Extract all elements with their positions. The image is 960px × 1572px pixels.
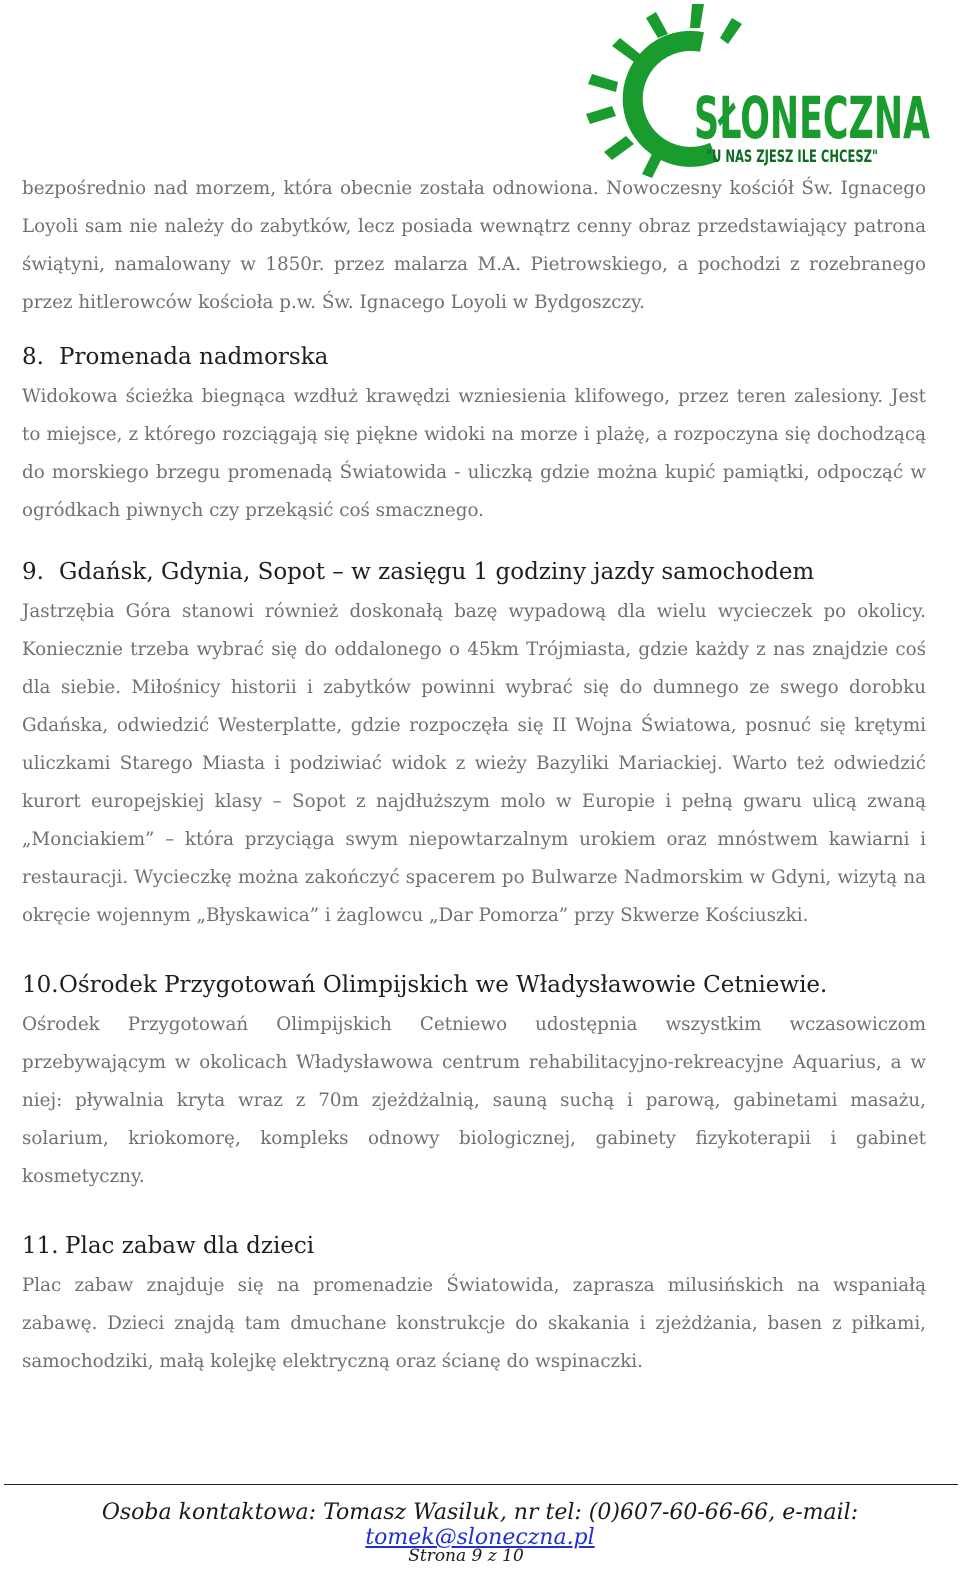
- section-9-title: Gdańsk, Gdynia, Sopot – w zasięgu 1 godziny jazdy samochodem: [59, 559, 815, 585]
- sun-logo-icon: [582, 2, 934, 180]
- footer-contact-text: Osoba kontaktowa: Tomasz Wasiluk, nr tel: (0)607-60-66-66, e-mail:: [101, 1500, 859, 1525]
- section-8-number: 8.: [22, 344, 44, 370]
- section-8-heading: [22, 340, 926, 374]
- footer-contact: [0, 1500, 960, 1550]
- section-11-text: Plac zabaw znajduje się na promenadzie Światowida, zaprasza milusińskich na wspaniałą zabawę. Dzieci znajdą tam dmuchane konstrukcje do skakania i zjeżdżania, basen z piłkami, samochodziki, małą kolejkę elektryczną oraz ścianę do wspinaczki.: [22, 1275, 926, 1372]
- intro-paragraph: bezpośrednio nad morzem, która obecnie została odnowiona. Nowoczesny kościół Św. Ignacego Loyoli sam nie należy do zabytków, lecz posiada wewnątrz cenny obraz przedstawiający patrona świątyni, namalowany w 1850r. przez malarza M.A. Pietrowskiego, a pochodzi z rozebranego przez hitlerowców kościoła p.w. Św. Ignacego Loyoli w Bydgoszczy.: [22, 178, 926, 313]
- footer-divider: [4, 1484, 958, 1485]
- section-10-text: Ośrodek Przygotowań Olimpijskich Cetniewo udostępnia wszystkim wczasowiczom przebywającym w okolicach Władysławowa centrum rehabilitacyjno-rekreacyjne Aquarius, a w niej: pływalnia kryta wraz z 70m zjeżdżalnią, sauną suchą i parową, gabinetami masażu, solarium, kriokomorę, kompleks odnowy biologicznej, gabinety fizykoterapii i gabinet kosmetyczny.: [22, 1014, 926, 1187]
- section-8-title: Promenada nadmorska: [59, 344, 329, 370]
- section-10-number: 10.: [22, 972, 59, 998]
- section-9-heading: [22, 555, 926, 589]
- section-10-title: Ośrodek Przygotowań Olimpijskich we Władysławowie Cetniewie.: [59, 972, 828, 998]
- section-11-heading: [22, 1229, 926, 1263]
- section-11-number: 11.: [22, 1233, 59, 1259]
- logo-wordmark: SŁONECZNA: [694, 84, 931, 152]
- logo-tagline: "U NAS ZJESZ ILE CHCESZ": [706, 147, 878, 167]
- footer-email-link[interactable]: tomek@sloneczna.pl: [365, 1525, 595, 1550]
- section-9-number: 9.: [22, 559, 44, 585]
- section-10-heading: [22, 968, 926, 1002]
- page-number: Strona 9 z 10: [408, 1546, 524, 1566]
- company-logo: [582, 2, 934, 180]
- section-8-text: Widokowa ścieżka biegnąca wzdłuż krawędzi wzniesienia klifowego, przez teren zalesiony. Jest to miejsce, z którego rozciągają się piękne widoki na morze i plażę, a rozpoczyna się dochodzącą do morskiego brzegu promenadą Światowida - uliczką gdzie można kupić pamiątki, odpocząć w ogródkach piwnych czy przekąsić coś smacznego.: [22, 386, 926, 521]
- section-11-title: Plac zabaw dla dzieci: [65, 1233, 315, 1259]
- section-9-text: Jastrzębia Góra stanowi również doskonałą bazę wypadową dla wielu wycieczek po okolicy. Koniecznie trzeba wybrać się do oddalonego o 45km Trójmiasta, gdzie każdy z nas znajdzie coś dla siebie. Miłośnicy historii i zabytków powinni wybrać się do dumnego ze swego dorobku Gdańska, odwiedzić Westerplatte, gdzie rozpoczęła się II Wojna Światowa, posnuć się krętymi uliczkami Starego Miasta i podziwiać widok z wieży Bazyliki Mariackiej. Warto też odwiedzić kurort europejskiej klasy – Sopot z najdłuższym molo w Europie i pełną gwaru ulicą zwaną „Monciakiem” – która przyciąga swym niepowtarzalnym urokiem oraz mnóstwem kawiarni i restauracji. Wycieczkę można zakończyć spacerem po Bulwarze Nadmorskim w Gdyni, wizytą na okręcie wojennym „Błyskawica” i żaglowcu „Dar Pomorza” przy Skwerze Kościuszki.: [22, 601, 926, 926]
- document-body: [22, 170, 926, 1381]
